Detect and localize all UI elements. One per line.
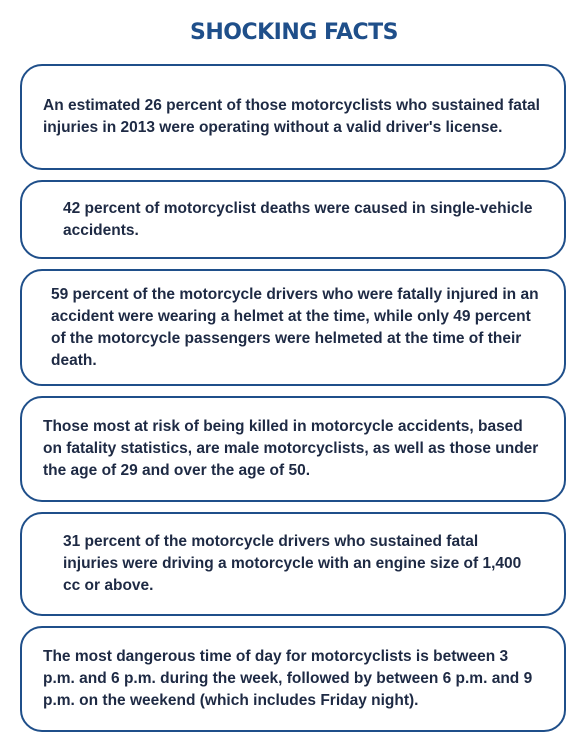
fact-text-1: An estimated 26 percent of those motorcyclists who sustained fatal injuries in 2013 were operating without a valid driver's license. — [43, 97, 540, 136]
fact-box-5 — [20, 512, 566, 616]
page-title: SHOCKING FACTS — [190, 20, 398, 45]
fact-text-6: The most dangerous time of day for motorcyclists is between 3 p.m. and 6 p.m. during the week, followed by between 6 p.m. and 9 p.m. on the weekend (which includes Friday night). — [43, 648, 533, 709]
fact-box-6 — [20, 626, 566, 732]
fact-box-1 — [20, 64, 566, 170]
fact-box-3 — [20, 269, 566, 386]
fact-text-4: Those most at risk of being killed in motorcycle accidents, based on fatality statistics, are male motorcyclists, as well as those under the age of 29 and over the age of 50. — [43, 418, 539, 479]
fact-box-2 — [20, 180, 566, 259]
fact-box-4 — [20, 396, 566, 502]
fact-text-3: 59 percent of the motorcycle drivers who were fatally injured in an accident were wearing a helmet at the time, while only 49 percent of the motorcycle passengers were helmeted at the time of their death. — [51, 285, 539, 369]
fact-text-5: 31 percent of the motorcycle drivers who sustained fatal injuries were driving a motorcycle with an engine size of 1,400 cc or above. — [63, 533, 522, 594]
fact-text-2: 42 percent of motorcyclist deaths were caused in single-vehicle accidents. — [63, 199, 533, 239]
